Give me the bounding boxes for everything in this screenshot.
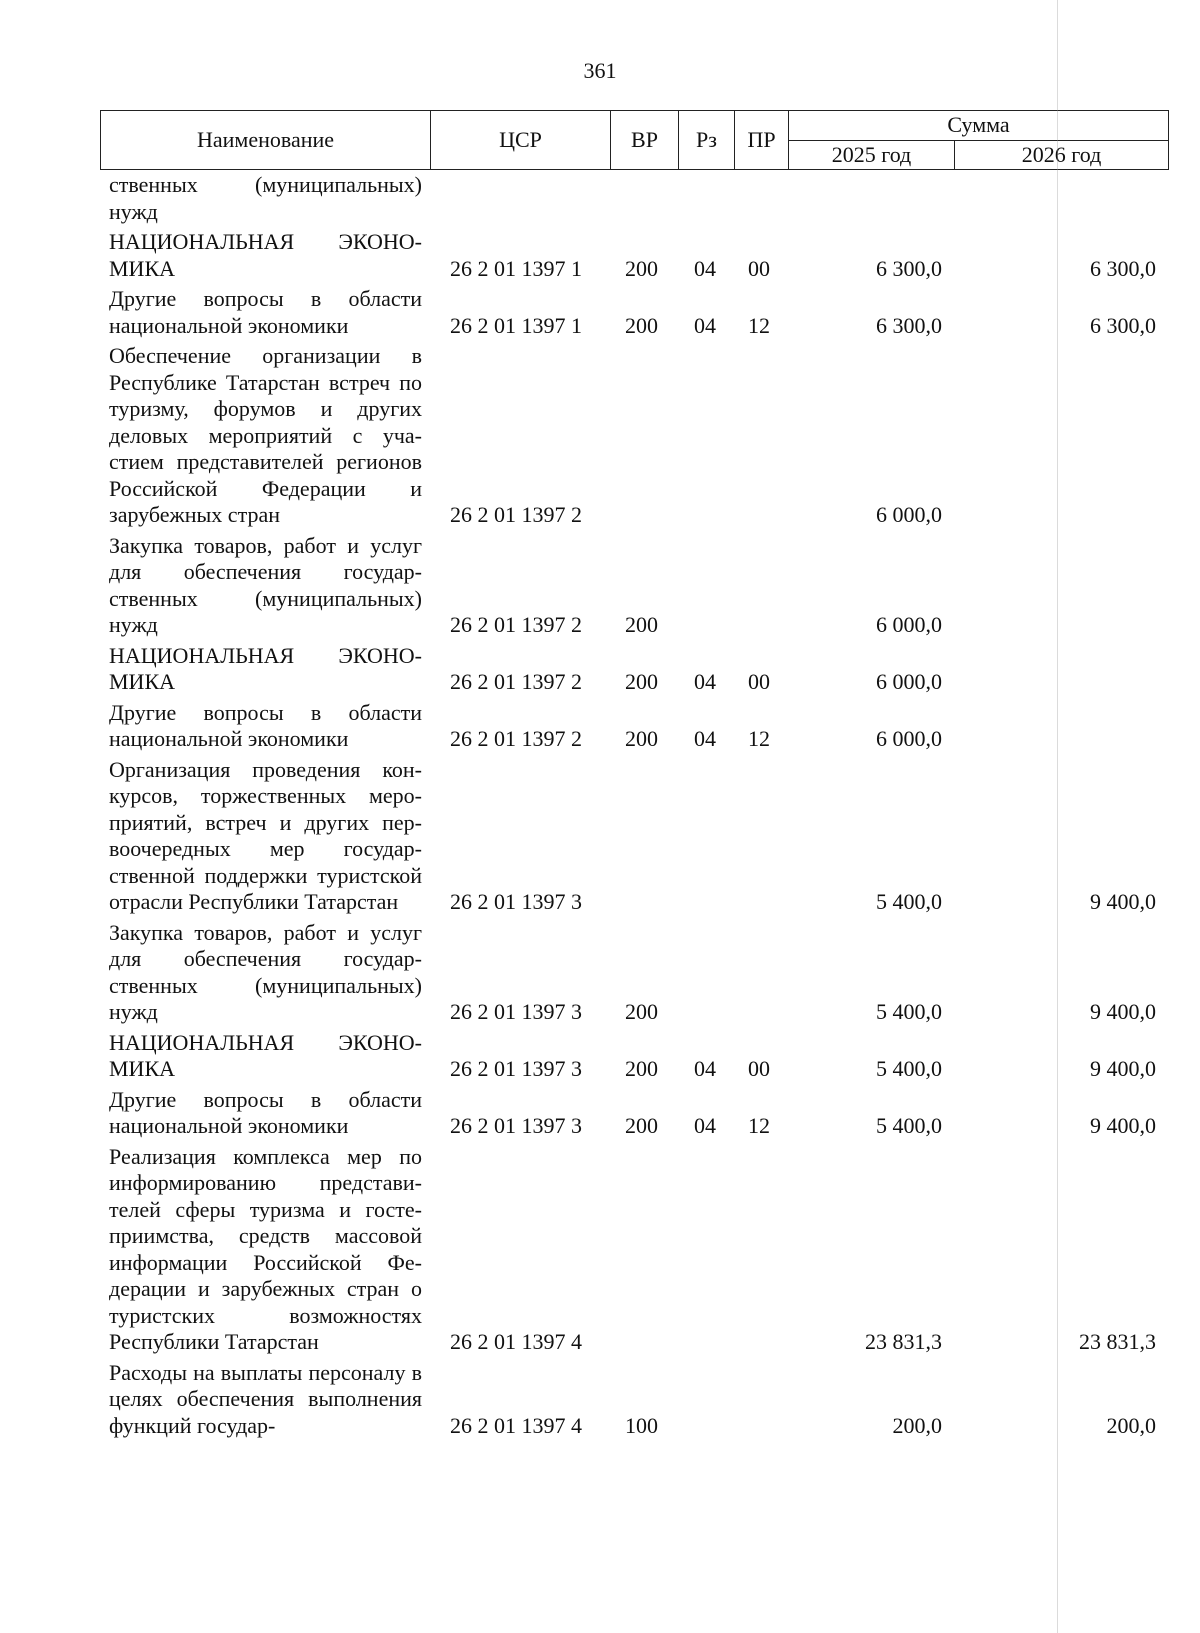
row-csr: 26 2 01 1397 2 [450, 612, 582, 637]
row-name: Реализация комплекса мер по информированию представителей сферы туризма и гостеприимства, средств массовой информации Российской Федерации и зарубежных стран о туристских возможностях Республики Татарстан [109, 1143, 422, 1354]
row-rz: 04 [694, 1113, 716, 1138]
row-pr: 00 [748, 255, 770, 281]
header-pr: ПР [735, 111, 789, 170]
row-name: ственных (муниципальных) нужд [109, 172, 422, 224]
row-sum-2026: 23 831,3 [1079, 1329, 1156, 1354]
row-pr [734, 172, 788, 225]
row-name: Обеспечение организации в Республике Татарстан встреч по туризму, форумов и других деловых мероприятий с участием представителей регионов Российской Федерации и зарубежных стран [109, 343, 422, 527]
row-pr: 12 [748, 312, 770, 338]
row-sum-2026 [954, 339, 1168, 529]
row-rz [678, 753, 734, 916]
row-sum-2025: 6 000,0 [876, 726, 942, 751]
row-csr: 26 2 01 1397 3 [450, 1113, 582, 1138]
row-rz [678, 172, 734, 225]
row-sum-2026: 9 400,0 [1090, 889, 1156, 914]
header-rz: Рз [679, 111, 735, 170]
row-sum-2025: 6 000,0 [876, 612, 942, 637]
row-sum-2025: 5 400,0 [876, 999, 942, 1024]
row-name: НАЦИОНАЛЬНАЯ ЭКОНОМИКА [109, 229, 422, 281]
header-sum: Сумма [789, 111, 1169, 141]
row-pr: 12 [748, 726, 770, 751]
row-csr: 26 2 01 1397 2 [450, 669, 582, 694]
row-name: Другие вопросы в области национальной экономики [109, 286, 422, 338]
row-sum-2025: 23 831,3 [865, 1329, 942, 1354]
table-header [100, 110, 1169, 170]
row-sum-2026 [954, 639, 1168, 696]
row-vr: 200 [625, 312, 658, 338]
row-pr: 00 [748, 1056, 770, 1081]
row-sum-2026: 9 400,0 [1090, 999, 1156, 1024]
row-vr [610, 753, 678, 916]
budget-table [100, 172, 1168, 1439]
row-sum-2026: 6 300,0 [1090, 255, 1156, 281]
row-pr [734, 916, 788, 1026]
row-rz: 04 [694, 255, 716, 281]
row-pr: 12 [748, 1113, 770, 1138]
row-pr [734, 1140, 788, 1356]
table-row [100, 282, 1168, 339]
row-sum-2025: 5 400,0 [876, 1113, 942, 1138]
row-sum-2025: 5 400,0 [876, 1056, 942, 1081]
row-csr: 26 2 01 1397 3 [450, 889, 582, 914]
row-sum-2025: 6 300,0 [876, 255, 942, 281]
row-sum-2025: 6 000,0 [876, 669, 942, 694]
row-pr [734, 1356, 788, 1440]
table-row [100, 696, 1168, 753]
row-sum-2026: 6 300,0 [1090, 312, 1156, 338]
row-sum-2026 [954, 172, 1168, 225]
row-sum-2025: 200,0 [892, 1412, 942, 1438]
row-vr: 200 [625, 669, 658, 694]
row-csr: 26 2 01 1397 2 [450, 502, 582, 527]
header-year-2026: 2026 год [955, 140, 1169, 170]
row-sum-2025: 6 300,0 [876, 312, 942, 338]
row-csr: 26 2 01 1397 1 [450, 312, 582, 338]
row-name: Другие вопросы в области национальной экономики [109, 1086, 422, 1138]
row-csr: 26 2 01 1397 3 [450, 1056, 582, 1081]
row-sum-2026: 9 400,0 [1090, 1056, 1156, 1081]
row-csr: 26 2 01 1397 4 [450, 1329, 582, 1354]
header-name: Наименование [101, 111, 431, 170]
row-vr: 200 [625, 726, 658, 751]
row-rz [678, 339, 734, 529]
table-row [100, 1356, 1168, 1440]
row-name: Закупка товаров, работ и услуг для обеспечения государственных (муниципальных) нужд [109, 919, 422, 1024]
table-row [100, 172, 1168, 225]
row-name: НАЦИОНАЛЬНАЯ ЭКОНОМИКА [109, 642, 422, 694]
row-sum-2025 [788, 172, 954, 225]
row-vr: 200 [625, 255, 658, 281]
scan-artifact-line [1057, 0, 1058, 1633]
header-vr: ВР [611, 111, 679, 170]
row-rz [678, 529, 734, 639]
row-pr [734, 753, 788, 916]
row-pr [734, 339, 788, 529]
row-rz [678, 1356, 734, 1440]
row-name: Расходы на выплаты персоналу в целях обеспечения выполнения функций государ- [109, 1359, 422, 1438]
row-vr: 200 [625, 612, 658, 637]
row-vr: 200 [625, 1113, 658, 1138]
row-rz [678, 916, 734, 1026]
row-vr: 100 [625, 1412, 658, 1438]
row-csr: 26 2 01 1397 3 [450, 999, 582, 1024]
row-rz: 04 [694, 669, 716, 694]
row-csr: 26 2 01 1397 1 [450, 255, 582, 281]
table-row [100, 916, 1168, 1026]
row-vr [610, 172, 678, 225]
row-sum-2026: 9 400,0 [1090, 1113, 1156, 1138]
table-row [100, 1026, 1168, 1083]
row-csr: 26 2 01 1397 4 [450, 1412, 582, 1438]
row-rz: 04 [694, 1056, 716, 1081]
table-row [100, 639, 1168, 696]
row-vr: 200 [625, 999, 658, 1024]
table-row [100, 225, 1168, 282]
row-sum-2025: 6 000,0 [876, 502, 942, 527]
table-row [100, 753, 1168, 916]
row-pr: 00 [748, 669, 770, 694]
header-csr: ЦСР [431, 111, 611, 170]
table-row [100, 529, 1168, 639]
row-sum-2026 [954, 696, 1168, 753]
row-sum-2026: 200,0 [1106, 1412, 1156, 1438]
row-csr: 26 2 01 1397 2 [450, 726, 582, 751]
row-pr [734, 529, 788, 639]
row-rz: 04 [694, 312, 716, 338]
row-rz: 04 [694, 726, 716, 751]
row-name: НАЦИОНАЛЬНАЯ ЭКОНОМИКА [109, 1029, 422, 1081]
row-name: Закупка товаров, работ и услуг для обеспечения государственных (муниципальных) нужд [109, 532, 422, 637]
header-year-2025: 2025 год [789, 140, 955, 170]
row-name: Другие вопросы в области национальной экономики [109, 699, 422, 751]
page-number: 361 [583, 58, 617, 83]
row-sum-2026 [954, 529, 1168, 639]
table-row [100, 1083, 1168, 1140]
row-name: Организация проведения конкурсов, торжественных мероприятий, встреч и других первоочередных мер государственной поддержки туристской отрасли Республики Татарстан [109, 756, 422, 914]
row-sum-2025: 5 400,0 [876, 889, 942, 914]
row-vr [610, 1140, 678, 1356]
table-row [100, 1140, 1168, 1356]
row-csr [430, 172, 610, 225]
row-rz [678, 1140, 734, 1356]
row-vr: 200 [625, 1056, 658, 1081]
row-vr [610, 339, 678, 529]
table-row [100, 339, 1168, 529]
